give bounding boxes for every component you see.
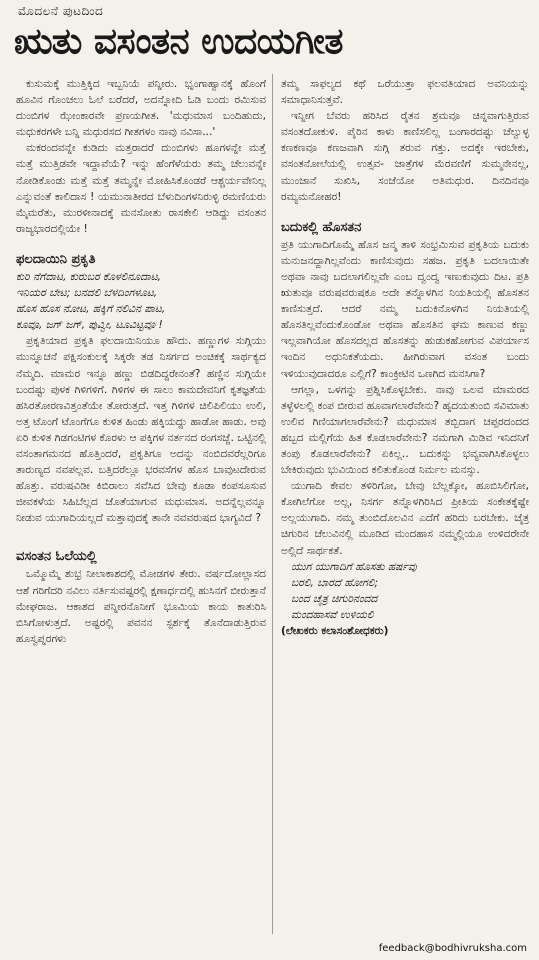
right-paragraph-1: ತಮ್ಮ ಸಾಫಲ್ಯದ ಕಥೆ ಒರೆಯುತ್ತಾ ಫಲವತಿಯಾದ ಅವನಿಯನ್ನು ಸಮಾಧಾನಿಸುತ್ತವೆ. — [281, 78, 529, 107]
left-paragraph-2: ಮಕರಂದವನ್ನೇ ಕುಡಿದು ಮತ್ತರಾದರೆ ದುಂಬಿಗಳು ಹೂಗಳನ್ನೇ ಮತ್ತೆ ಮತ್ತೆ ಮುತ್ತಿಡವೇ ಇದ್ದಾವೆಯೆ? ಇನ್ನು ಹೆಂಗೆಳೆಯರು ತಮ್ಮ ಚೆಲುವನ್ನೇ ನೋಡಿಕೊಂಡು ಮತ್ತೆ ಮತ್ತೆ ತಮ್ಮನ್ನೇ ಮೋಹಿಸಿಕೊಂಡರೆ ಆಶ್ಚರ್ಯವೇನಿಲ್ಲ ಎನ್ನುವಂತೆ ಕಾಲಿದಾಸ ! ಯಮುನಾತೀರದ ಬೆಳುದಿಂಗಳನಿರುಳ್ಳಿ ರಮಣಿಯರು ಮೈಮರೆತು, ಮುರಳೀನಾದಕ್ಕೆ ಮನಸೋತು ರಾಸಕೇಲಿ ಆಡಿದ್ದು ವಸಂತನ ರಾಜ್ಯಭಾರದಲ್ಲಿಯೇ ! — [16, 142, 266, 235]
poem-line: ಕುರಿ ನೆಗೆದಾಟ, ಕುರುಬರ ಕೊಳಲಿನೂದಾಟ, — [16, 270, 162, 283]
poem-line: ಇನಿಯರ ಬೇಟ; ಬನದಲಿ ಬೆಳದಿಂಗಳೂಟ, — [16, 287, 158, 300]
poem-block-left — [16, 269, 266, 333]
right-paragraph-5: ಯುಗಾದಿ ಕೇವಲ ತಳಿರಿಗೋ, ಬೇವು ಬೆಲ್ಲಕ್ಕೋ, ಹೂಬಿಸಿಲಿಗೋ, ಕೋಗಿಲೆಗೋ ಅಲ್ಲ, ನಿಸರ್ಗ ತನ್ನೊಳಗಿರಿಸಿದ ಪ್ರೀತಿಯ ಸಂಕೇತಕ್ಕೆಷ್ಟೇ ಅಲ್ಲಯುಗಾದಿ. ನಮ್ಮ ತುಂಬಿದೊಲವಿನ ಎದೆಗೆ ಹರಿದು ಬರಬೇಕು. ಚೈತ್ರ ಚಿಗುರಿನ ಚೆಲುವಿನಲ್ಲಿ ಮೂಡಿದ ಮಂದಹಾಸ ನಮ್ಮಲ್ಲಿಯೂ ಉಳಿದರೇನೇ ಅಲ್ಲಿದೆ ಸಾರ್ಥಕತೆ. — [281, 480, 529, 557]
right-paragraph-4: ಆಗಲ್ಲಾ, ಒಳಗನ್ನು ಪ್ರಶ್ನಿಸಿಕೊಳ್ಳಬೇಕು. ನಾವು ಒಲವ ಮಾಮರದ ತಳ್ಳೆಳಲಲ್ಲಿ ಕಂಪ ಬೀರುವ ಹೂವಾಗಲಾರೆವೇನು? ಹೃದಯತುಂಬಿ ಸವಿಮಾತು ಉಲಿವ ಗಿಣಿಯಾಗಲಾರೆವೇನು? ಮಧುಮಾಸ ತಬ್ಬಿದಾಗ ಚಪ್ಪರದಂದದ ಹಬ್ಬದ ಮಲ್ಲಿಗೆಯ ಹಿತ ಕೊಡಲಾರೆವೇನು? ನಮಗಾಗಿ ಮಿಡಿವ ಇನಿದನಿಗೆ ತಂಪು ಕೊಡಲಾರೆವೇನು? ಏಕಿಲ್ಲ.. ಬದುಕನ್ನು ಭವ್ಯವಾಗಿಸಿಕೊಳ್ಳಲು ಬೇಕಿರುವುದು ಭುವಿಯಿಂದ ಕಲಿತುಕೊಂಡ ನಿರ್ಮಲ ಮನಸ್ಸು. — [281, 383, 529, 477]
left-paragraph-3: ಪ್ರಕೃತಿಯಾದ ಪ್ರಕೃತಿ ಫಲದಾಯಿನಿಯೂ ಹೌದು. ಹಣ್ಣುಗಳ ಸುಗ್ಗಿಯು ಮುನ್ನೂಚನೆ ಪಕ್ಷಿಸಂಕುಲಕ್ಕೆ ಸಿಕ್ಕರೇ ತಡ ನಿಸರ್ಗದ ಅಂಚಿಕಕ್ಕೆ ಸಾರ್ಥಕ್ಯದ ನೆಮ್ಮದಿ. ಮಾಮರ ಇನ್ನೂ ಹಣ್ಣು ಬಿಡದಿದ್ದರೇನಂತೆ? ಹಣ್ಣಿನ ಸುಗ್ಗಿಯೇ ಬಂದಷ್ಟು ಪುಳಕ ಗಿಳಿಗಳಿಗೆ. ಗಿಳಿಗಳ ಈ ಸಾಲು ಕಾಮದೇವನಿಗೆ ಕೃತಜ್ಞತೆಯ ಹಸಿರತೋರಣವಿತ್ತಂತೆಯೇ ತೋರುತ್ತದೆ. ಇತ್ತ ಗಿಳಿಗಳ ಚಿಲಿಪಿಲಿಯು ಉಲಿ, ಅತ್ತ ಟೊಂಗೆ ಟೊಂಗೆಗೂ ಕುಳಿತ ಹಿಂಡು ಹಕ್ಕಿಯದ್ದು ಹಾಡೋ ಹಾಡು. ಅವು ಏರಿ ಕುಳಿತ ಗಿಡಗಂಟಿಗಳ ಕೊರಳು ಆ ಪಕ್ಕಿಗಳ ನರ್ತನದ ರಂಗಸಜ್ಜೆ. ಒಟ್ಟಿನಲ್ಲಿ ವಸಂತಾಗಮನದ ಹೊತ್ತಿಂದರೆ, ಪ್ರಕೃತಿಗೂ ಅದನ್ನು ನಂಬಿದವರೆಲ್ಲರಿಗೂ ತಾರುಣ್ಯದ ನವಪಲ್ಲವ. ಬತ್ತಿದರೆಲ್ಲೂ ಭರವಸೆಗಳ ಹೊಸ ಬಾವುಟದೇರುವ ಹೊತ್ತು. ವರುಷವಿಡೀ ಕಿಬಿರಾಲು ಸವೆಸಿದ ಬೇವು ಕೂಡಾ ಕಂಪಸೂಸುವ ಜೀವಕಳೆಯ ಸಿಹಿಬೆಲ್ಲದ ಜೊತೆಯಾಗುವ ಮಧುಮಾಸ. ಅದನ್ನೆಲ್ಲವನ್ನೂ ನೀಡುವ ಯುಗಾದಿಯಲ್ಲದೆ ಮತ್ತಾವುದಕ್ಕೆ ತಾನೇ ನವವರುಷದ ಭಾಗ್ಯವಿದೆ ? — [16, 335, 266, 525]
left-paragraph-4: ಒಮ್ಮೊಮ್ಮೆ ಶುಭ್ರ ನೀಲಾಕಾಶದಲ್ಲಿ ಮೋಡಗಳ ತೇರು. ವರ್ಷದೋಲ್ಲಾಸದ ಆಶೆ ಗರಿಗೆದರಿ ನವಿಲು ನರ್ತಿಸುವಷ್ಟರಲ್ಲಿ ಕ್ಷಣಾರ್ಧದಲ್ಲಿ ಹುಸಿನಗೆ ಬೀರುತ್ತಾನೆ ಮೇಘರಾಜ. ಆಕಾಶದ ಪನ್ನೀರನೊನೀಗೆ ಭೂಮಿಯ ಕಾಯ ಕಾತುರಿಸಿ ಬಿಸಿಗೋಳುತ್ತದೆ. ಅಷ್ಟರಲ್ಲಿ ಪವನನ ಸ್ಪರ್ಶಕ್ಕೆ ತೊನೆದಾಡುತ್ತಿರುವ ಹೂಸ್ವಪ್ನರಗಳು — [16, 568, 266, 645]
left-paragraph-1: ಕುಸುಮಕ್ಕೆ ಮುತ್ತಿಕ್ಕಿದ ಇಬ್ಬನಿಯೆ ಪನ್ನೀರು. ಭೃಂಗಾಹ್ವಾನಕ್ಕೆ ಹೊಂಗೆ ಹೂವಿನ ಗೊಂಚಲು ಓಲೆ ಬರೆದರೆ, ಅದನ್ನೋದಿ ಓಡಿ ಬಂದು ರಮಿಸುವ ದುಂಬಿಗಳ ಝೇಂಕಾರವೇ ಪ್ರಣಯಗೀತ. 'ಮಧುಮಾಸ ಬಂದಿಹುದು, ಮಧುಕರಗಳೇ ಬನ್ನಿ ಮಧುರಸದ ಗೀತಗಳಂ ನಾವು ನವಿಸಾ...' — [16, 78, 266, 139]
poem-line: ಮಂದಹಾಸವೆ ಉಳಿಯಲಿ — [291, 608, 374, 621]
section-heading-phaladayini: ಫಲದಾಯಿನಿ ಪ್ರಕೃತಿ — [16, 251, 96, 267]
column-divider — [272, 74, 273, 934]
right-paragraph-2: ಇನ್ನೀಗ ಬೆವರು ಹರಿಸಿದ ರೈತನ ಶ್ರಮವೂ ಚಿನ್ನವಾಗುತ್ತಿರುವ ವಸಂತದೋಕುಳಿ. ಪೈರಿನ ಕಾಳು ಕಾಣಿಸಲಿಲ್ಲ ಬಂಗಾರದಷ್ಟು ಚೆಲ್ವುಳ್ಳ ಕಣಕಣವೂ ಕಣಜವಾಗಿ ಸುಗ್ಗಿ ತರುವ ಗತ್ತು. ಅದಕ್ಕೇ ಇರಬೇಕು, ವಸಂತನೋಲೆಯಲ್ಲಿ ಉತ್ಸವ- ಜಾತ್ರೆಗಳ ಮೆರವಣಿಗೆ ಸುಮ್ಮನೇನಲ್ಲ, ಮುಂಜಾನೆ ಸುಖಿಸಿ, ಸಂಜೆಯೋ ಅತಿಮಧುರ. ದಿನದಿನವೂ ರಮ್ಯಮನೋಹರ! — [281, 110, 529, 203]
footer-email[interactable]: feedback@bodhivruksha.com — [378, 943, 527, 954]
poem-line: ಕೂವೂ, ಜಗ್ ಜಗ್, ಪುವ್ವೀ, ಟೂವಿಟ್ಟವೂ ! — [16, 319, 163, 332]
right-column — [281, 76, 529, 639]
poem-line: ಯುಗ ಯುಗಾದಿಗೆ ಹೊಸತು ಹರ್ಷವು — [291, 560, 417, 573]
kicker: ಮೊದಲನೆ ಪುಟದಿಂದ — [18, 4, 104, 18]
poem-block-right — [281, 559, 529, 623]
poem-line: ಬರಲಿ, ಬಾರದೆ ಹೋಗಲಿ; — [291, 576, 379, 589]
left-column — [16, 76, 266, 647]
right-paragraph-3: ಪ್ರತಿ ಯುಗಾದಿಗೊಮ್ಮೆ ಹೊಸ ಜನ್ಮ ತಾಳಿ ಸಂಭ್ರಮಿಸುವ ಪ್ರಕೃತಿಯ ಬದುಕು ಮನುಜನದ್ದಾಗಿಲ್ಲವೆಂದು ಕಾಣಿಸುವುದು ಸಹಜ. ಪ್ರಕೃತಿ ಬದಲಾಯಿತೇ ಅಥವಾ ನಾವು ಬದಲಾಗಲಿಲ್ಲವೇ ಎಂಬ ದ್ವಂದ್ವ ಇಣುಕುವುದು ದಿಟ. ಪ್ರತಿ ಋತುವೂ ವರುಷವರುಷಕೂ ಅದೇ ತನ್ನೊಳಗಿನ ನಿಯತಿಯಲ್ಲಿ ಹೊಸತನ ಕಾಣಿಸುತ್ತದೆ. ಆದರೆ ನಮ್ಮ ಬದುಕಿನೊಳಗಿನ ನಿಯತಿಯಲ್ಲಿ ಹೊಸತಿಲ್ಲವೆಂದುಕೊಂಡೋ ಅಥವಾ ಹೊಸತಿನ ಘಮ ಕಾಣುವ ಕಣ್ಣು ಇಲ್ಲವಾಗಿಯೋ ಹೊಸದಲ್ಲದ ಹೊಸತನ್ನು ಹುಡುಕಹೋಗುವ ವಿಪರ್ಯಾಸ ಇಂದಿನ ಅಧುನಿಕತೆಯದು. ಹೀಗಿರುವಾಗ ವಸಂತ ಬಂದು ಇಳಿಯುವುದಾದರೂ ಎಲ್ಲಿಗೆ? ಕಾಂಕ್ರೀಟಿನ ಒಣಗಿದ ಮನಸಿಗಾ? — [281, 238, 529, 380]
poem-line: ಬಂದ ಚೈತ್ರ ಚಿಗುರಿನಂದದ — [291, 592, 378, 605]
headline: ಋತು ವಸಂತನ ಉದಯಗೀತ — [14, 22, 343, 62]
section-heading-vasantana-oleyalli: ವಸಂತನ ಓಲೆಯಲ್ಲಿ — [16, 549, 97, 565]
author-credit: (ಲೇಖಕರು ಕಲಾಸಂಶೋಧಕರು) — [281, 625, 389, 637]
section-heading-badukalli-hosatana: ಬದುಕಲ್ಲಿ ಹೊಸತನ — [281, 219, 362, 235]
poem-line: ಹೊಸ ಹೊಸ ನೋಟ, ಹಕ್ಕಿಗೆ ನಲಿವಿನ ಪಾಟ, — [16, 303, 166, 316]
